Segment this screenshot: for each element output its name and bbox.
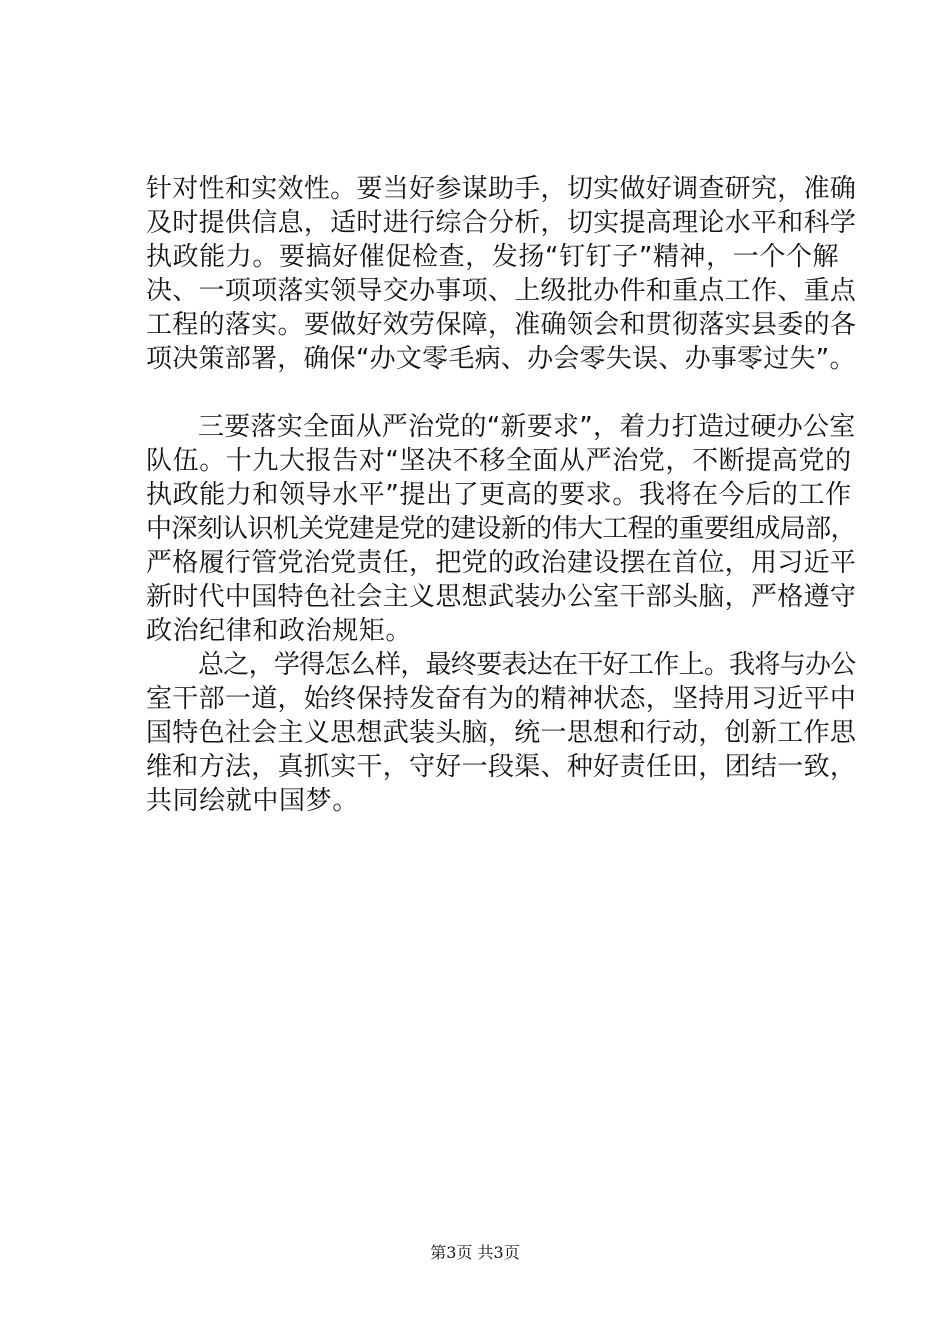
- text-line: 总之，学得怎么样，最终要表达在干好工作上。我将与办公: [198, 650, 856, 680]
- text-line: 维和方法，真抓实干，守好一段渠、种好责任田，团结一致，: [146, 752, 857, 782]
- paragraph-1: [146, 172, 856, 376]
- page-number-label: 第3页 共3页: [430, 1243, 520, 1262]
- document-body: [146, 172, 856, 818]
- text-line: 共同绘就中国梦。: [146, 786, 359, 816]
- text-line: 项决策部署，确保“办文零毛病、办会零失误、办事零过失”。: [146, 344, 856, 374]
- text-line: 政治纪律和政治规矩。: [146, 616, 413, 646]
- text-line: 新时代中国特色社会主义思想武装办公室干部头脑，严格遵守: [146, 582, 857, 612]
- paragraph-2: [146, 410, 856, 648]
- text-line: 室干部一道，始终保持发奋有为的精神状态，坚持用习近平中: [146, 684, 857, 714]
- text-line: 中深刻认识机关党建是党的建设新的伟大工程的重要组成局部，: [146, 514, 856, 544]
- paragraph-spacer: [146, 376, 856, 410]
- text-line: 国特色社会主义思想武装头脑，统一思想和行动，创新工作思: [146, 718, 857, 748]
- text-line: 三要落实全面从严治党的“新要求”，着力打造过硬办公室: [198, 412, 856, 442]
- page-footer: [0, 1241, 950, 1265]
- text-line: 执政能力和领导水平”提出了更高的要求。我将在今后的工作: [146, 480, 852, 510]
- text-line: 工程的落实。要做好效劳保障，准确领会和贯彻落实县委的各: [146, 310, 857, 340]
- paragraph-3: [146, 648, 856, 818]
- text-line: 执政能力。要搞好催促检查，发扬“钉钉子”精神，一个个解: [146, 242, 840, 272]
- text-line: 决、一项项落实领导交办事项、上级批办件和重点工作、重点: [146, 276, 857, 306]
- text-line: 及时提供信息，适时进行综合分析，切实提高理论水平和科学: [146, 208, 857, 238]
- text-line: 严格履行管党治党责任，把党的政治建设摆在首位，用习近平: [146, 548, 857, 578]
- text-line: 针对性和实效性。要当好参谋助手，切实做好调查研究，准确: [146, 174, 857, 204]
- text-line: 队伍。十九大报告对“坚决不移全面从严治党，不断提高党的: [146, 446, 852, 476]
